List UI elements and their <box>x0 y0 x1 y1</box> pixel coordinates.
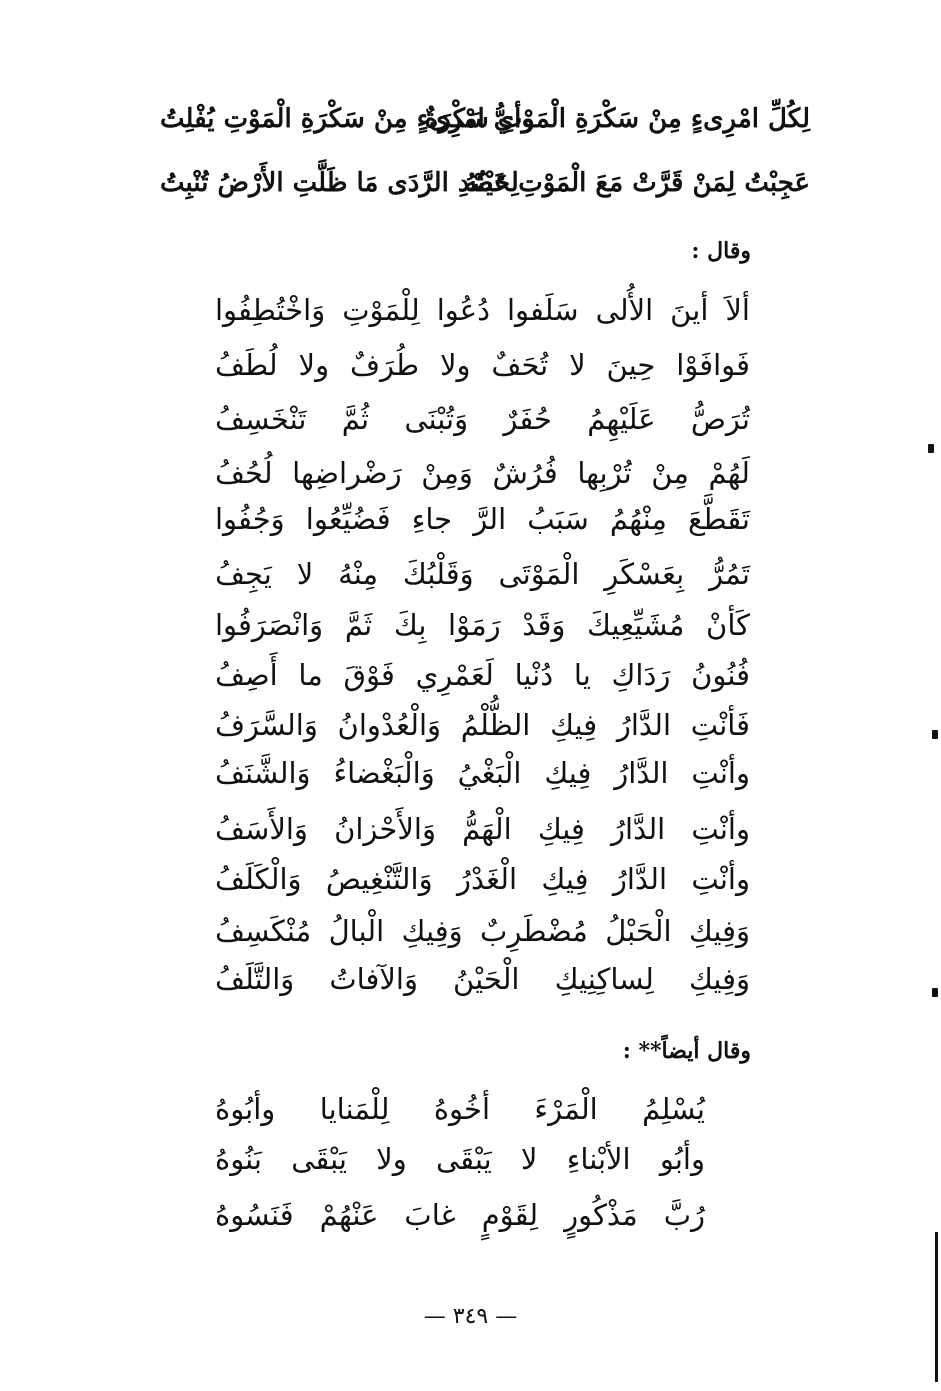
poem-line: فَأنْتِ الدَّارُ فِيكِ الظُّلْمُ وَالْعُدْوانُ وَالسَّرَفُ <box>215 708 750 742</box>
hemistich-left: لِحَصْدِ الرَّدَى مَا ظَلَّتِ الأَرْضُ تُنْبِتُ <box>160 168 519 198</box>
poem-line: لَهُمْ مِنْ تُرْبِها فُرُشٌ وَمِنْ رَضْراضِها لُحُفُ <box>215 456 750 490</box>
poem-line: تُرَصُّ عَلَيْهِمُ حُفَرٌ وَتُبْنَى ثُمَّ تَنْخَسِفُ <box>215 402 750 436</box>
page-edge-line <box>935 1232 938 1382</box>
poem-line: تَمُرُّ بِعَسْكَرِ الْمَوْتَى وَقَلْبُكَ مِنْهُ لا يَجِفُ <box>215 557 750 591</box>
hemistich-left: وأيُّ امْرِىءٍ مِنْ سَكْرَةِ الْمَوْتِ يُفْلِتُ <box>160 104 534 134</box>
poem-line: كَأنْ مُشَيِّعِيكَ وَقَدْ رَمَوْا بِكَ ثَمَّ وَانْصَرَفُوا <box>215 608 750 642</box>
hemistich-right: عَجِبْتُ لِمَنْ قَرَّتْ مَعَ الْمَوْتِ عَيْنُهُ <box>464 168 810 198</box>
poem-line: فَوافَوْا حِينَ لا تُحَفٌ ولا طُرَفٌ ولا لُطَفُ <box>215 348 750 382</box>
poem-line: تَقَطَّعَ مِنْهُمُ سَبَبُ الرَّ جاءِ فَضُيِّعُوا وَجُفُوا <box>215 502 750 536</box>
section-label: وقال : <box>691 238 751 264</box>
poem-line: وَفِيكِ الْحَبْلُ مُضْطَرِبٌ وَفِيكِ الْبالُ مُنْكَسِفُ <box>215 914 750 948</box>
poem-line: وأنْتِ الدَّارُ فِيكِ الْهَمُّ وَالأَحْزانُ وَالأَسَفُ <box>215 812 750 846</box>
poem-line: وأبُو الأبْناءِ لا يَبْقَى ولا يَبْقَى بَنُوهُ <box>215 1142 705 1176</box>
poem-line: وأنْتِ الدَّارُ فِيكِ الْغَدْرُ وَالتَّنْغِيصُ وَالْكَلَفُ <box>215 862 750 896</box>
section-label: وقال أيضاً** : <box>622 1038 751 1064</box>
hemistich-right: لِكُلِّ امْرِىءٍ مِنْ سَكْرَةِ الْمَوْتِ سَكْرَةٌ <box>424 104 810 134</box>
poem-line: ألاَ أينَ الأُلى سَلَفوا دُعُوا لِلْمَوْتِ وَاخْتُطِفُوا <box>215 293 750 327</box>
margin-mark <box>932 988 938 997</box>
poem-line: وَفِيكِ لِساكِنِيكِ الْحَيْنُ وَالآفاتُ وَالتَّلَفُ <box>215 962 750 996</box>
margin-mark <box>932 730 938 739</box>
poem-line: فُنُونُ رَدَاكِ يا دُنْيا لَعَمْرِي فَوْقَ ما أَصِفُ <box>215 658 750 692</box>
page-number: — ٣٤٩ — <box>423 1304 518 1329</box>
couplet-1 <box>160 104 810 144</box>
poem-line: يُسْلِمُ الْمَرْءَ أخُوهُ لِلْمَنايا وأبُوهُ <box>215 1092 705 1126</box>
poem-line: وأنْتِ الدَّارُ فِيكِ الْبَغْيُ وَالْبَغْضاءُ وَالشَّنَفُ <box>215 756 750 790</box>
couplet-2 <box>160 168 810 208</box>
poem-line: رُبَّ مَذْكُورٍ لِقَوْمٍ غابَ عَنْهُمْ فَنَسُوهُ <box>215 1198 705 1232</box>
margin-mark <box>928 444 934 453</box>
